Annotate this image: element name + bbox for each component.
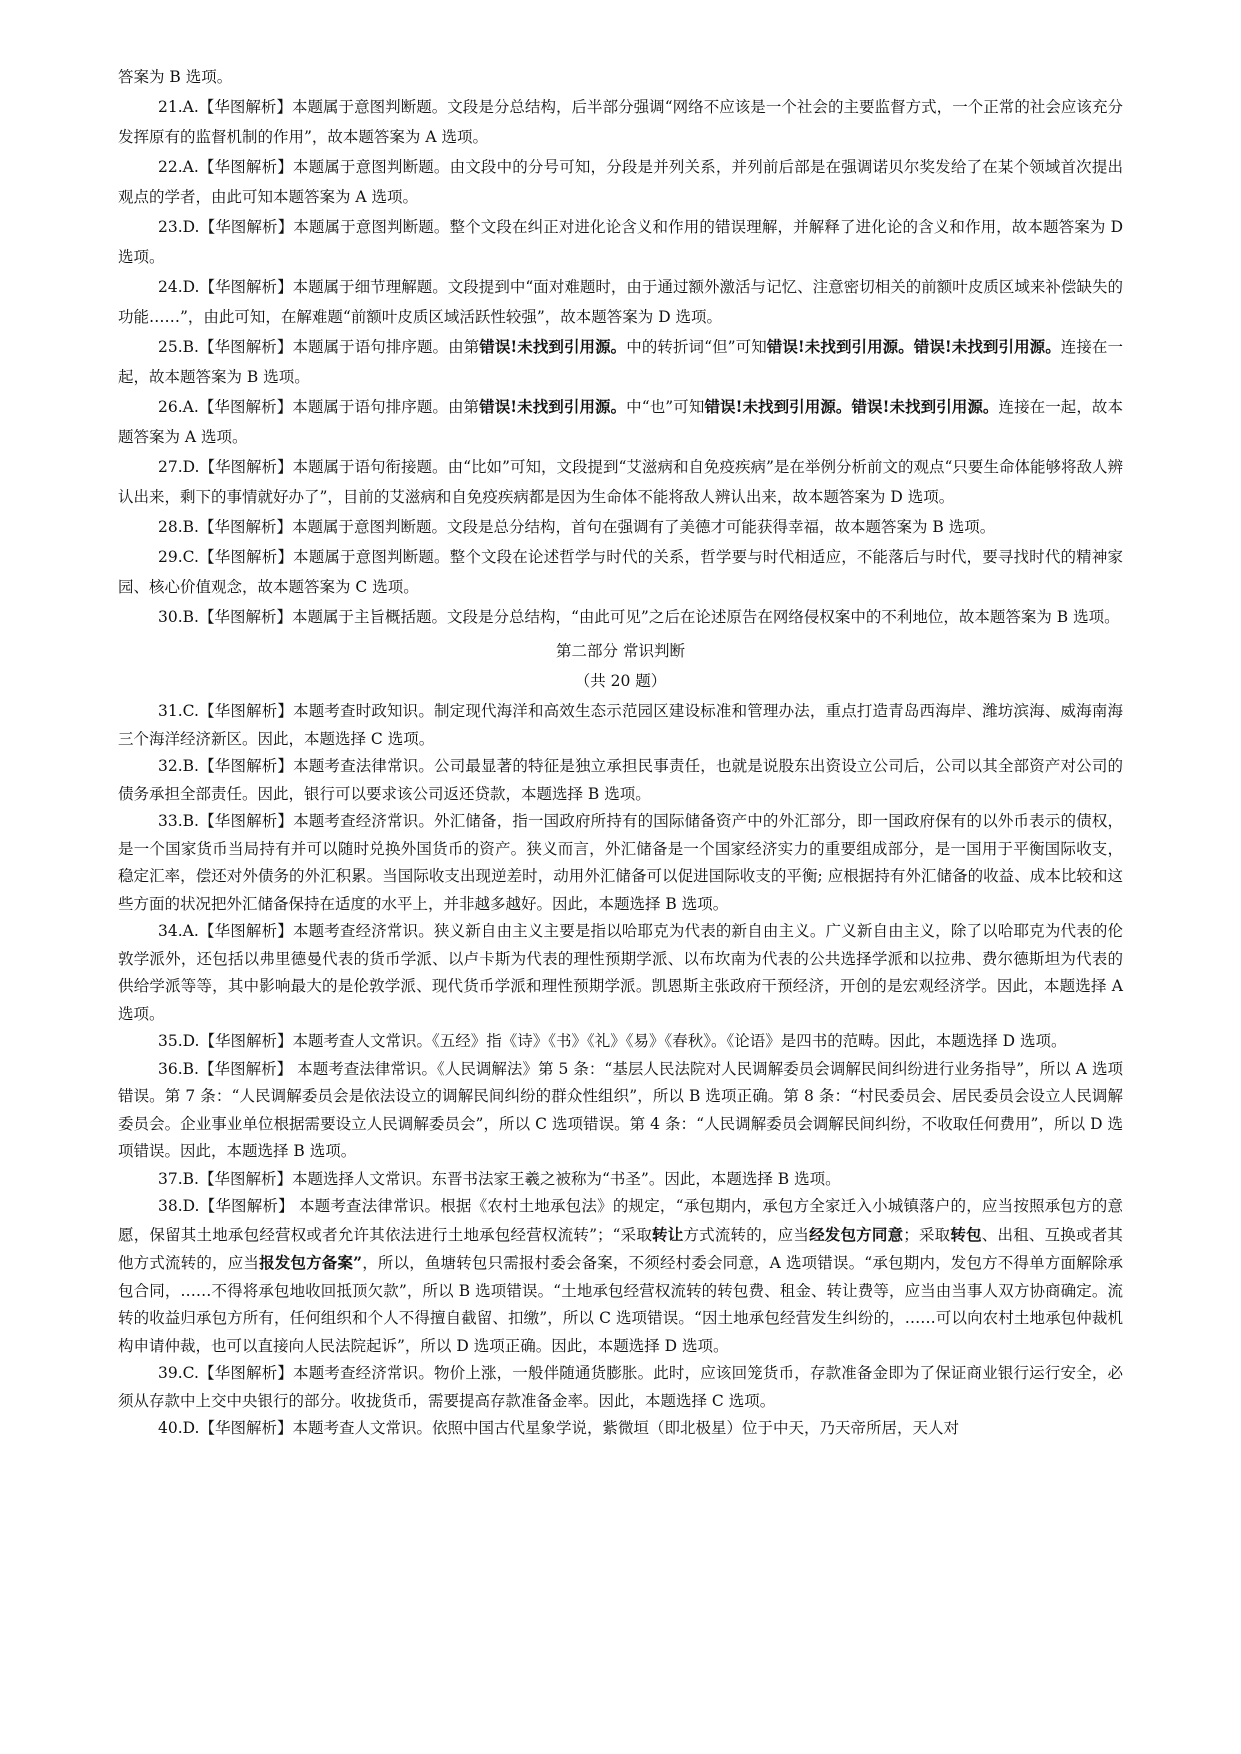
answer-paragraph-q23 bbox=[118, 212, 1123, 272]
answer-text: 连接在一起，故本题答案为 B 选项。 bbox=[118, 338, 1123, 386]
emphasis-text: 错误!未找到引用源。错误!未找到引用源。 bbox=[766, 337, 1061, 356]
answer-text: 方式流转的，应当 bbox=[683, 1225, 810, 1244]
answer-text: 25.B.【华图解析】本题属于语句排序题。由第 bbox=[158, 338, 480, 356]
section-subheading: （共 20 题） bbox=[574, 672, 667, 690]
part1-answer-list bbox=[118, 92, 1123, 632]
answer-paragraph-q38 bbox=[118, 1193, 1123, 1360]
emphasis-text: 错误!未找到引用源。错误!未找到引用源。 bbox=[704, 397, 999, 416]
answer-paragraph-q40 bbox=[118, 1415, 1123, 1443]
answer-paragraph-q25 bbox=[118, 332, 1123, 392]
answer-text: 21.A.【华图解析】本题属于意图判断题。文段是分总结构，后半部分强调“网络不应该是一个社会的主要监督方式，一个正常的社会应该充分发挥原有的监督机制的作用”，故本题答案为 A 选项。 bbox=[118, 98, 1123, 146]
answer-text: 26.A.【华图解析】本题属于语句排序题。由第 bbox=[158, 398, 480, 416]
emphasis-text: 错误!未找到引用源。 bbox=[479, 337, 627, 356]
answer-paragraph-q30 bbox=[118, 602, 1123, 632]
answer-text: 36.B.【华图解析】 本题考查法律常识。《人民调解法》第 5 条：“基层人民法院对人民调解委员会调解民间纠纷进行业务指导”，所以 A 选项错误。第 7 条：“人民调解委员会是依法设立的调解民间纠纷的群众性组织”，所以 B 选项正确。第 8 条：“村民委员会、居民委员会设立人民调解委员会。企业事业单位根据需要设立人民调解委员会”，所以 C 选项错误。第 4 条：“人民调解委员会调解民间纠纷，不收取任何费用”，所以 D 选项错误。因此，本题选择 B 选项。 bbox=[118, 1059, 1123, 1160]
answer-paragraph-q24 bbox=[118, 272, 1123, 332]
answer-paragraph-q35 bbox=[118, 1028, 1123, 1056]
answer-text: 32.B.【华图解析】本题考查法律常识。公司最显著的特征是独立承担民事责任，也就是说股东出资设立公司后，公司以其全部资产对公司的债务承担全部责任。因此，银行可以要求该公司返还贷款，本题选择 B 选项。 bbox=[118, 757, 1123, 803]
answer-text: 34.A.【华图解析】本题考查经济常识。狭义新自由主义主要是指以哈耶克为代表的新自由主义。广义新自由主义，除了以哈耶克为代表的伦敦学派外，还包括以弗里德曼代表的货币学派、以卢卡斯为代表的理性预期学派、以布坎南为代表的公共选择学派和以拉弗、费尔德斯坦为代表的供给学派等等，其中影响最大的是伦敦学派、现代货币学派和理性预期学派。凯恩斯主张政府干预经济，开创的是宏观经济学。因此，本题选择 A 选项。 bbox=[118, 922, 1123, 1023]
answer-paragraph-q22 bbox=[118, 152, 1123, 212]
emphasis-text: 报发包方备案” bbox=[259, 1253, 363, 1272]
lead-line: 答案为 B 选项。 bbox=[118, 68, 233, 86]
answer-page bbox=[118, 62, 1123, 1443]
answer-text: 22.A.【华图解析】本题属于意图判断题。由文段中的分号可知，分段是并列关系，并列前后部是在强调诺贝尔奖发给了在某个领域首次提出观点的学者，由此可知本题答案为 A 选项。 bbox=[118, 158, 1123, 206]
answer-paragraph-q37 bbox=[118, 1166, 1123, 1194]
part2-answer-list bbox=[118, 698, 1123, 1443]
answer-text: 29.C.【华图解析】本题属于意图判断题。整个文段在论述哲学与时代的关系，哲学要与时代相适应，不能落后与时代，要寻找时代的精神家园、核心价值观念，故本题答案为 C 选项。 bbox=[118, 548, 1123, 596]
answer-paragraph-q33 bbox=[118, 808, 1123, 918]
answer-text: 35.D.【华图解析】本题考查人文常识。《五经》指《诗》《书》《礼》《易》《春秋》。《论语》是四书的范畴。因此，本题选择 D 选项。 bbox=[158, 1032, 1067, 1050]
answer-paragraph-q36 bbox=[118, 1056, 1123, 1166]
answer-text: 30.B.【华图解析】本题属于主旨概括题。文段是分总结构，“由此可见”之后在论述原告在网络侵权案中的不利地位，故本题答案为 B 选项。 bbox=[158, 608, 1120, 626]
emphasis-text: 转让 bbox=[652, 1224, 684, 1244]
answer-text: 27.D.【华图解析】本题属于语句衔接题。由“比如”可知，文段提到“艾滋病和自免疫疾病”是在举例分析前文的观点“只要生命体能够将敌人辨认出来，剩下的事情就好办了”，目前的艾滋病和自免疫疾病都是因为生命体不能将敌人辨认出来，故本题答案为 D 选项。 bbox=[118, 458, 1123, 506]
answer-text: ，所以，鱼塘转包只需报村委会备案，不须经村委会同意，A 选项错误。“承包期内，发包方不得单方面解除承包合同，……不得将承包地收回抵顶欠款”，所以 B 选项错误。“土地承包经营权流转的转包费、租金、转让费等，应当由当事人双方协商确定。流转的收益归承包方所有，任何组织和个人不得擅自截留、扣缴”，所以 C 选项错误。“因土地承包经营发生纠纷的，……可以向农村土地承包仲裁机构申请仲裁，也可以直接向人民法院起诉”，所以 D 选项正确。因此，本题选择 D 选项。 bbox=[118, 1254, 1123, 1355]
emphasis-text: 经发包方同意 bbox=[809, 1224, 904, 1244]
emphasis-text: 转包 bbox=[950, 1224, 982, 1244]
section-heading: 第二部分 常识判断 bbox=[556, 642, 685, 660]
answer-text: 38.D.【华图解析】 本题考查法律常识。根据《农村土地承包法》的规定，“承包期内，承包方全家迁入小城镇落户的，应当按照承包方的意愿，保留其土地承包经营权或者允许其依法进行土地承包经营权流转”；“采取 bbox=[118, 1197, 1123, 1244]
answer-text: 连接在一起，故本题答案为 A 选项。 bbox=[118, 398, 1123, 446]
answer-paragraph-q28 bbox=[118, 512, 1123, 542]
emphasis-text: 错误!未找到引用源。 bbox=[479, 397, 627, 416]
answer-text: 40.D.【华图解析】本题考查人文常识。依照中国古代星象学说，紫微垣（即北极星）位于中天，乃天帝所居，天人对 bbox=[158, 1419, 959, 1437]
answer-paragraph-q34 bbox=[118, 918, 1123, 1028]
answer-paragraph-q29 bbox=[118, 542, 1123, 602]
answer-text: 31.C.【华图解析】本题考查时政知识。制定现代海洋和高效生态示范园区建设标准和管理办法，重点打造青岛西海岸、潍坊滨海、威海南海三个海洋经济新区。因此，本题选择 C 选项。 bbox=[118, 702, 1123, 748]
answer-paragraph-q39 bbox=[118, 1360, 1123, 1415]
answer-text: ；采取 bbox=[903, 1225, 951, 1244]
answer-paragraph-q21 bbox=[118, 92, 1123, 152]
answer-text: 33.B.【华图解析】本题考查经济常识。外汇储备，指一国政府所持有的国际储备资产中的外汇部分，即一国政府保有的以外币表示的债权，是一个国家货币当局持有并可以随时兑换外国货币的资产。狭义而言，外汇储备是一个国家经济实力的重要组成部分，是一国用于平衡国际收支，稳定汇率，偿还对外债务的外汇积累。当国际收支出现逆差时，动用外汇储备可以促进国际收支的平衡; 应根据持有外汇储备的收益、成本比较和这些方面的状况把外汇储备保持在适度的水平上，并非越多越好。因此，本题选择 B 选项。 bbox=[118, 812, 1123, 913]
answer-text: 37.B.【华图解析】本题选择人文常识。东晋书法家王羲之被称为“书圣”。因此，本题选择 B 选项。 bbox=[158, 1169, 841, 1188]
answer-paragraph-q32 bbox=[118, 753, 1123, 808]
answer-paragraph-q31 bbox=[118, 698, 1123, 753]
answer-text: 23.D.【华图解析】本题属于意图判断题。整个文段在纠正对进化论含义和作用的错误理解，并解释了进化论的含义和作用，故本题答案为 D 选项。 bbox=[118, 218, 1123, 266]
answer-text: 中“也”可知 bbox=[626, 398, 705, 416]
answer-paragraph-q27 bbox=[118, 452, 1123, 512]
answer-text: 中的转折词“但”可知 bbox=[626, 338, 767, 356]
answer-text: 、出租、互换或者其他方式流转的，应当 bbox=[118, 1225, 1123, 1272]
answer-text: 24.D.【华图解析】本题属于细节理解题。文段提到中“面对难题时，由于通过额外激活与记忆、注意密切相关的前额叶皮质区域来补偿缺失的功能……”，由此可知，在解难题“前额叶皮质区域活跃性较强”，故本题答案为 D 选项。 bbox=[118, 278, 1123, 326]
answer-paragraph-q26 bbox=[118, 392, 1123, 452]
answer-text: 39.C.【华图解析】本题考查经济常识。物价上涨，一般伴随通货膨胀。此时，应该回笼货币，存款准备金即为了保证商业银行运行安全，必须从存款中上交中央银行的部分。收拢货币，需要提高存款准备金率。因此，本题选择 C 选项。 bbox=[118, 1364, 1123, 1410]
answer-text: 28.B.【华图解析】本题属于意图判断题。文段是总分结构，首句在强调有了美德才可能获得幸福，故本题答案为 B 选项。 bbox=[158, 518, 996, 536]
